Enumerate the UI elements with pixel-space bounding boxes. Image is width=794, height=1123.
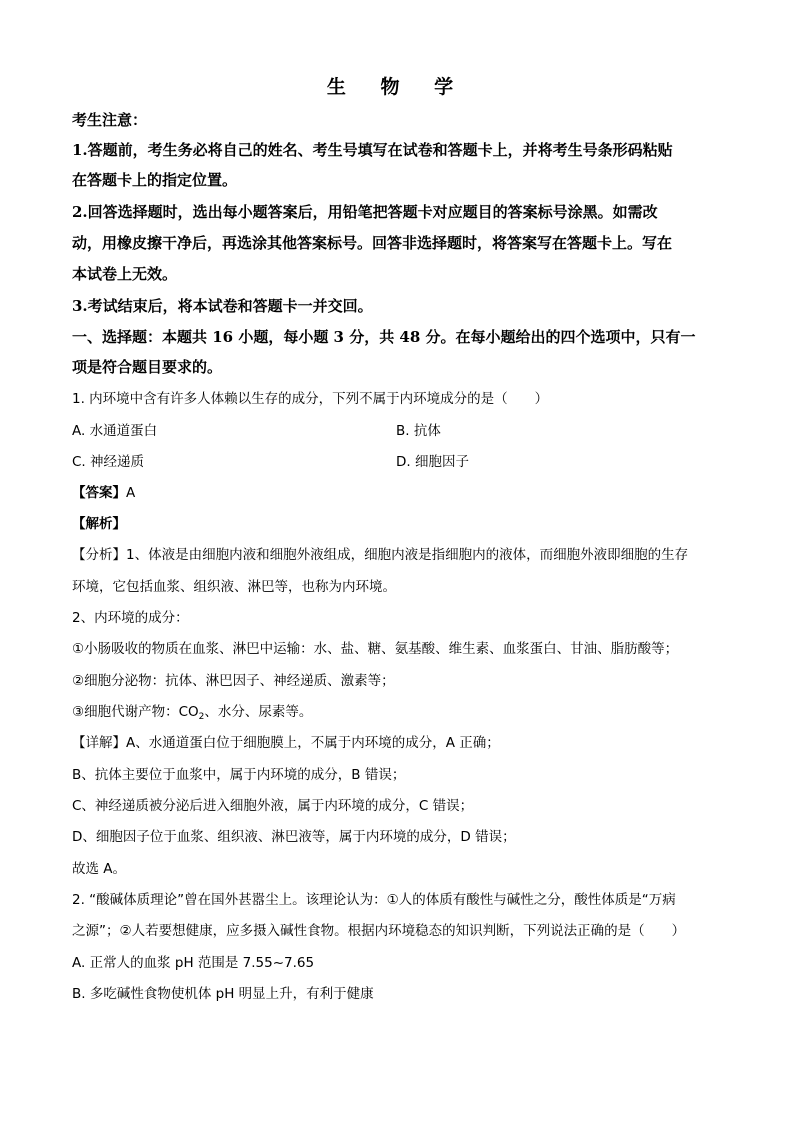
analysis-tag: 【解析】 — [72, 516, 126, 532]
section-heading-line-2: 项是符合题目要求的。 — [72, 358, 223, 376]
analysis-line-1: 【分析】1、体液是由细胞内液和细胞外液组成，细胞内液是指细胞内的液体，而细胞外液即细胞的生存 — [72, 547, 689, 563]
answer-line — [72, 483, 135, 503]
section-heading-line-1: 一、选择题：本题共 16 小题，每小题 3 分，共 48 分。在每小题给出的四个选项中，只有一 — [72, 328, 696, 346]
question-2-option-b: B. 多吃碱性食物使机体 pH 明显上升，有利于健康 — [72, 986, 374, 1002]
analysis-line-4: ①小肠吸收的物质在血浆、淋巴中运输：水、盐、糖、氨基酸、维生素、血浆蛋白、甘油、脂肪酸等； — [72, 641, 679, 657]
analysis-line-5: ②细胞分泌物：抗体、淋巴因子、神经递质、激素等； — [72, 673, 395, 689]
question-2-stem-line-2: 之源”；②人若要想健康，应多摄入碱性食物。根据内环境稳态的知识判断，下列说法正确的是（ ） — [72, 923, 686, 939]
detail-line-1: 【详解】A、水通道蛋白位于细胞膜上，不属于内环境的成分，A 正确； — [72, 735, 500, 751]
detail-line-5: 故选 A。 — [72, 861, 127, 877]
notice-line-6: 3.考试结束后，将本试卷和答题卡一并交回。 — [72, 297, 373, 315]
co2-subscript: 2 — [198, 712, 205, 722]
metabolite-suffix: 、水分、尿素等。 — [204, 704, 313, 720]
question-1-option-d: D. 细胞因子 — [396, 454, 469, 470]
metabolite-prefix: ③细胞代谢产物：CO — [72, 704, 199, 720]
question-1-option-a: A. 水通道蛋白 — [72, 423, 158, 439]
question-1-stem: 1. 内环境中含有许多人体赖以生存的成分，下列不属于内环境成分的是（ ） — [72, 391, 549, 407]
detail-line-2: B、抗体主要位于血浆中，属于内环境的成分，B 错误； — [72, 767, 406, 783]
notice-line-5: 本试卷上无效。 — [72, 265, 178, 283]
page-title: 生 物 学 — [326, 76, 468, 98]
question-1-option-b: B. 抗体 — [396, 423, 441, 439]
analysis-line-3: 2、内环境的成分： — [72, 610, 189, 626]
detail-line-3: C、神经递质被分泌后进入细胞外液，属于内环境的成分，C 错误； — [72, 798, 474, 814]
notice-line-1: 1.答题前，考生务必将自己的姓名、考生号填写在试卷和答题卡上，并将考生号条形码粘贴 — [72, 141, 673, 159]
notice-line-4: 动，用橡皮擦干净后，再选涂其他答案标号。回答非选择题时，将答案写在答题卡上。写在 — [72, 234, 673, 252]
question-1-option-c: C. 神经递质 — [72, 454, 145, 470]
answer-tag: 【答案】 — [72, 485, 126, 501]
analysis-line-6 — [72, 702, 312, 727]
answer-value: A — [126, 485, 136, 501]
question-2-option-a: A. 正常人的血浆 pH 范围是 7.55~7.65 — [72, 955, 315, 971]
detail-line-4: D、细胞因子位于血浆、组织液、淋巴液等，属于内环境的成分，D 错误； — [72, 829, 516, 845]
question-2-stem-line-1: 2. “酸碱体质理论”曾在国外甚嚣尘上。该理论认为：①人的体质有酸性与碱性之分，酸性体质是“万病 — [72, 892, 676, 908]
notice-line-3: 2.回答选择题时，选出每小题答案后，用铅笔把答题卡对应题目的答案标号涂黑。如需改 — [72, 203, 658, 221]
notice-heading: 考生注意： — [72, 111, 148, 129]
analysis-line-2: 环境，它包括血浆、组织液、淋巴等，也称为内环境。 — [72, 579, 396, 595]
notice-line-2: 在答题卡上的指定位置。 — [72, 171, 238, 189]
